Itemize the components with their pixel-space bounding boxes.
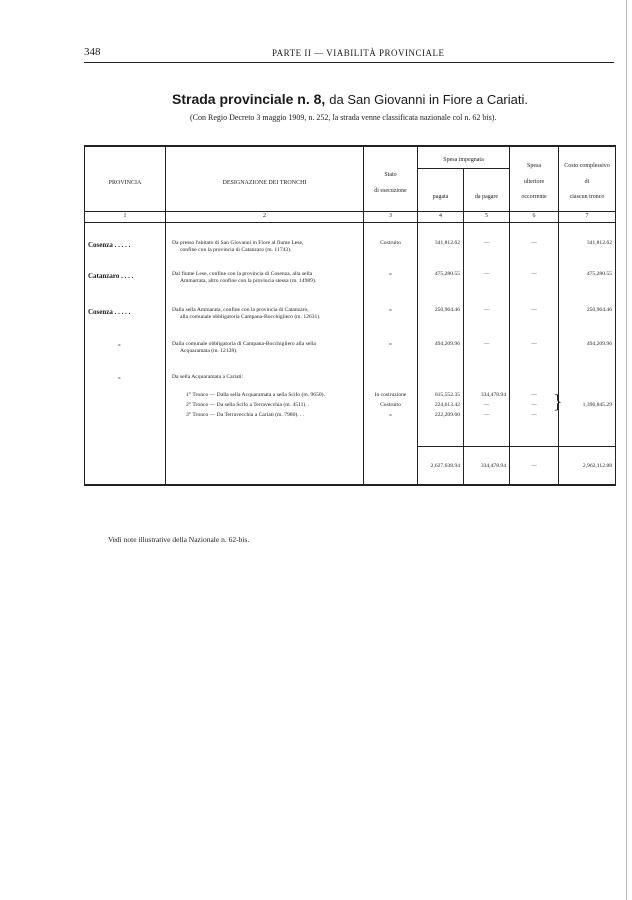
row-designazione: Dalla comunale obbligatoria di Campana-Bocchigliero alla sella	[172, 341, 316, 347]
col-sep	[84, 145, 85, 485]
row-provincia: Catanzaro . . . .	[88, 272, 134, 280]
col-header-spesa-ulteriore: occorrente	[521, 194, 547, 200]
row-provincia: »	[118, 342, 121, 348]
row-designazione: Ammarrata, altro confine con la provincia stessa (m. 14989).	[180, 278, 317, 284]
tronco-da-pagare: 334,478.94	[480, 392, 506, 398]
row-ulteriore: —	[531, 240, 537, 246]
row-designazione: alla comunale obbligatoria Campana-Bocchigliero (m. 12631).	[180, 314, 321, 320]
brace-icon: }	[553, 391, 563, 413]
col-header-costo: di	[584, 179, 590, 185]
totals-rule	[417, 446, 615, 447]
tronco-stato: In costruzione	[374, 392, 407, 398]
section-provincia: »	[118, 375, 121, 381]
row-ulteriore: —	[531, 307, 537, 313]
col-number: 2	[263, 213, 266, 219]
column-header-rule	[84, 211, 616, 212]
row-stato: »	[389, 307, 392, 313]
tronco-ulteriore: —	[531, 392, 537, 398]
table-top-rule	[84, 145, 616, 147]
tronco-da-pagare: —	[483, 402, 490, 408]
col-header-spesa-impegnata: Spesa impegnata	[443, 157, 484, 163]
subtitle: (Con Regio Decreto 3 maggio 1909, n. 252, la strada venne classificata nazionale col n. 62 bis).	[190, 113, 497, 122]
row-designazione: Dalla sella Ammarata, confine con la provincia di Catanzaro,	[172, 307, 309, 313]
col-header-stato: Stato	[384, 172, 397, 178]
col-number: 6	[532, 213, 536, 219]
row-provincia: Cosenza . . . . .	[88, 308, 131, 316]
header-rule	[84, 62, 614, 63]
title-regular: da San Giovanni in Fiore a Cariati.	[329, 92, 528, 107]
col-sep	[363, 145, 364, 485]
row-da-pagare: —	[483, 307, 490, 313]
tronco-stato: »	[389, 412, 392, 418]
tronco-pagata: 224,613.42	[434, 402, 460, 408]
scan-edge-line	[626, 0, 627, 900]
row-pagata: 341,812.62	[434, 240, 460, 246]
col-header-da-pagare: da pagare	[474, 194, 499, 200]
tronco-label: 3° Tronco — Da Terravecchia a Cariati (m. 7980). . .	[186, 412, 305, 418]
running-head: PARTE II — VIABILITÀ PROVINCIALE	[272, 48, 445, 58]
col-number: 1	[123, 213, 127, 219]
tronco-label: 2° Tronco — Da sella Scifo a Terravecchia (m. 4511). .	[186, 402, 310, 408]
row-ulteriore: —	[531, 271, 537, 277]
tronco-pagata: 615,552.35	[434, 392, 460, 398]
col-header-spesa-ulteriore: ulteriore	[523, 179, 545, 185]
row-provincia: Cosenza . . . . .	[88, 241, 131, 249]
col-number: 3	[389, 213, 392, 219]
col-header-spesa-ulteriore: Spesa	[527, 163, 541, 169]
row-da-pagare: —	[483, 341, 490, 347]
col-number: 4	[439, 213, 442, 219]
row-designazione: Dal fiume Lese, confine con la provincia di Cosenza, alla sella	[172, 271, 313, 277]
row-designazione: Da presso l'abitato di San Giovanni in Fiore al fiume Lese,	[172, 240, 304, 246]
title-bold: Strada provinciale n. 8,	[172, 91, 326, 107]
col-header-designazione: DESIGNAZIONE DEI TRONCHI	[222, 180, 307, 186]
total-da-pagare: 334,478.94	[480, 463, 506, 469]
row-costo: 494,209.96	[586, 341, 612, 347]
row-designazione: confine con la provincia di Catanzaro (m. 11743).	[180, 247, 292, 253]
col-header-costo: ciascun tronco	[569, 194, 605, 200]
col-number: 7	[585, 213, 589, 219]
tronco-da-pagare: —	[483, 412, 490, 418]
col-number: 5	[485, 213, 488, 219]
tronco-ulteriore: —	[531, 412, 537, 418]
total-ulteriore: —	[531, 463, 537, 469]
table-bottom-rule	[84, 484, 616, 486]
tronco-stato: Costruito	[380, 402, 401, 408]
row-da-pagare: —	[483, 240, 490, 246]
tronco-pagata: 222,209.60	[434, 412, 460, 418]
row-pagata: 475,280.55	[434, 271, 460, 277]
row-costo: 250,964.46	[586, 307, 612, 313]
row-stato: »	[389, 271, 392, 277]
col-sep	[165, 145, 166, 485]
col-sep	[615, 145, 616, 485]
col-header-provincia: PROVINCIA	[108, 180, 142, 186]
tronco-ulteriore: —	[531, 402, 537, 408]
section-costo-totale: 1,396,845.29	[582, 402, 612, 408]
tronco-label: 1° Tronco — Dalla sella Acquaramata a sella Scifo (m. 9650).	[186, 392, 325, 398]
row-costo: 341,812.62	[586, 240, 612, 246]
row-stato: »	[389, 341, 392, 347]
total-pagata: 2,627,638.94	[430, 463, 460, 469]
row-pagata: 250,964.46	[434, 307, 460, 313]
row-pagata: 494,209.96	[434, 341, 460, 347]
page-number: 348	[84, 46, 101, 58]
row-costo: 475,280.55	[586, 271, 612, 277]
col-header-pagata: pagata	[432, 194, 449, 200]
footnote: Vedi note illustrative della Nazionale n. 62-bis.	[108, 535, 250, 544]
row-stato: Costruito	[380, 240, 401, 246]
row-designazione: Acquaramata (m. 12128).	[180, 348, 238, 354]
column-number-rule	[84, 222, 616, 223]
total-costo: 2,962,112.88	[582, 463, 612, 469]
section-heading: Da sella Acquaramata a Cariati:	[172, 374, 244, 380]
row-ulteriore: —	[531, 341, 537, 347]
col-header-stato: di esecuzione	[374, 188, 407, 194]
row-da-pagare: —	[483, 271, 490, 277]
col-header-costo: Costo complessivo	[564, 163, 610, 169]
page-title	[172, 91, 528, 109]
